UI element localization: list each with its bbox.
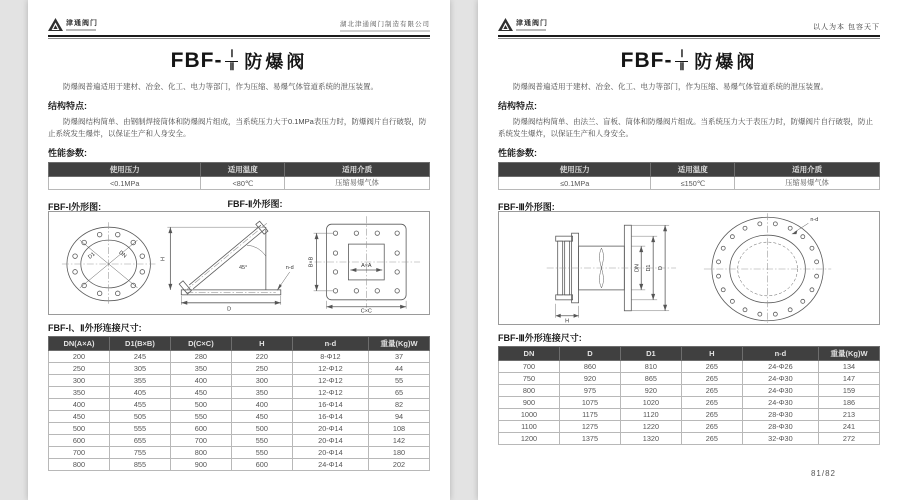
table-cell: 750 [499,373,560,385]
table-header-cell: 使用压力 [499,163,651,177]
table-cell: 450 [49,411,110,423]
svg-text:n-d: n-d [285,264,294,271]
table-cell: 265 [681,433,742,445]
table-cell: 28-Φ30 [742,421,818,433]
outline-drawing-box [48,211,430,315]
svg-text:D: D [227,306,232,313]
logo-text: 津通阀门 [516,19,548,27]
table-cell: 55 [369,375,430,387]
table-cell: 505 [109,411,170,423]
table-header-row [499,163,880,177]
table-cell: 920 [620,385,681,397]
drawing-labels [498,197,880,212]
title-denominator: Ⅱ [225,61,238,73]
flange-side-view [547,225,676,324]
page-number: 81/82 [810,469,836,478]
table-cell: 12-Φ12 [292,363,368,375]
table-cell: 600 [49,435,110,447]
table-cell: 350 [49,387,110,399]
performance-table [48,162,430,190]
table-cell: 250 [231,363,292,375]
square-flange-view [309,216,420,314]
triangle-logo-icon [498,18,513,32]
features-text: 防爆阀结构简单、由法兰、盲板、筒体和防爆阀片组成。当系统压力大于表压力时，防爆阀片自行破裂，防止系统发生爆炸，以保证生产和人身安全。 [498,117,873,138]
table-header-cell: DN(A×A) [49,337,110,351]
table-cell: 1320 [620,433,681,445]
table-cell: 550 [231,447,292,459]
table-cell: 24-Φ30 [742,385,818,397]
header-slogan [813,22,880,32]
title-fraction [225,50,238,73]
table-cell: 800 [49,459,110,471]
table-cell: 24-Φ26 [742,361,818,373]
table-header-cell: n-d [292,337,368,351]
table-cell: 265 [681,409,742,421]
svg-text:D: D [658,266,665,270]
catalog-page-right [478,0,900,500]
table-cell: 500 [170,399,231,411]
svg-text:H: H [565,318,570,324]
table-cell: 865 [620,373,681,385]
table-cell: 32-Φ30 [742,433,818,445]
table-cell: 400 [231,399,292,411]
svg-text:45°: 45° [238,264,248,271]
table-cell: 350 [231,387,292,399]
svg-text:DN: DN [117,249,128,260]
table-cell: 860 [559,361,620,373]
table-cell: 12-Φ12 [292,387,368,399]
table-cell: 1075 [559,397,620,409]
table-cell: 186 [819,397,880,409]
logo-subline [516,29,546,31]
table-header-cell: n-d [742,347,818,361]
logo-text: 津通阀门 [66,19,98,27]
page-header [48,10,430,32]
table-cell: 265 [681,385,742,397]
table-cell: 82 [369,399,430,411]
header-right-text: 以人为本 包容天下 [813,24,880,31]
table-cell: 24-Φ14 [292,459,368,471]
catalog-page-left [28,0,450,500]
title-prefix: FBF- [620,49,673,72]
features-heading: 结构特点: [498,101,537,111]
table-cell: 810 [620,361,681,373]
table-header-cell: 使用压力 [49,163,201,177]
svg-text:DN: DN [634,264,641,272]
table-cell: 700 [170,435,231,447]
table-header-row [499,347,880,361]
table-header-cell: D(C×C) [170,337,231,351]
table-row [499,397,880,409]
dimensions-heading: FBF-Ⅲ外形连接尺寸: [498,333,582,343]
table-cell: 900 [170,459,231,471]
table-cell: 213 [819,409,880,421]
company-logo [48,18,98,32]
table-cell: 1175 [559,409,620,421]
table-cell: 44 [369,363,430,375]
table-cell: 250 [49,363,110,375]
side-view-45deg [160,221,293,313]
table-cell: 压缩易爆气体 [735,177,880,190]
title-prefix: FBF- [170,49,223,72]
table-cell: 134 [819,361,880,373]
table-cell: 265 [681,421,742,433]
table-cell: 180 [369,447,430,459]
table-cell: 400 [170,375,231,387]
table-header-cell: 适用介质 [735,163,880,177]
triangle-logo-icon [48,18,63,32]
table-cell: 280 [170,351,231,363]
table-cell: 655 [109,435,170,447]
table-cell: 220 [231,351,292,363]
table-header-cell: D1 [620,347,681,361]
table-cell: 755 [109,447,170,459]
table-row [499,409,880,421]
table-cell: 405 [109,387,170,399]
logo-subline [66,29,96,31]
table-cell: 16-Φ14 [292,399,368,411]
header-right-text: 湖北津通阀门制造有限公司 [340,21,430,28]
table-header-cell: 适用介质 [285,163,430,177]
table-header-row [49,163,430,177]
table-cell: 1020 [620,397,681,409]
table-row [49,459,430,471]
table-cell: 300 [231,375,292,387]
table-row [49,375,430,387]
table-row [49,363,430,375]
table-cell: 8-Φ12 [292,351,368,363]
table-row [49,387,430,399]
dimensions-heading: FBF-Ⅰ、Ⅱ外形连接尺寸: [48,323,142,333]
features-heading: 结构特点: [48,101,87,111]
table-cell: 400 [49,399,110,411]
table-cell: 108 [369,423,430,435]
table-cell: 1220 [620,421,681,433]
table-cell: 28-Φ30 [742,409,818,421]
round-flange-view [62,222,156,306]
table-cell: 900 [499,397,560,409]
outline-drawing-box [498,211,880,325]
table-cell: 20-Φ14 [292,435,368,447]
table-cell: 450 [170,387,231,399]
table-header-row [49,337,430,351]
page-header [498,10,880,32]
table-row [499,373,880,385]
table-cell: 16-Φ14 [292,411,368,423]
table-header-cell: D [559,347,620,361]
header-rule [48,35,430,39]
title-suffix: 防爆阀 [694,52,758,72]
title-denominator: Ⅱ [675,61,688,73]
table-cell: 37 [369,351,430,363]
table-cell: 450 [231,411,292,423]
table-cell: 800 [499,385,560,397]
table-cell: 245 [109,351,170,363]
table-cell: 200 [49,351,110,363]
table-row [499,421,880,433]
performance-table [498,162,880,190]
table-row [49,399,430,411]
table-cell: 1100 [499,421,560,433]
table-row [49,435,430,447]
table-cell: 压缩易爆气体 [285,177,430,190]
table-cell: 142 [369,435,430,447]
table-header-cell: 适用温度 [201,163,285,177]
svg-text:H: H [160,257,167,262]
table-cell: 272 [819,433,880,445]
table-row [49,423,430,435]
features-text: 防爆阀结构简单、由钢制焊接筒体和防爆阀片组成，当系统压力大于0.1MPa表压力时，防爆阀片自行破裂，防止系统发生爆炸，以保证生产和人身安全。 [48,117,427,138]
table-cell: 305 [109,363,170,375]
table-cell: 700 [49,447,110,459]
drawing-label-fbf3: FBF-Ⅲ外形图: [498,202,555,212]
fbf-1-2-outline-drawing [49,212,428,314]
drawing-label-fbf1: FBF-Ⅰ外形图: [48,202,102,212]
table-cell: 1200 [499,433,560,445]
table-cell: 550 [170,411,231,423]
table-cell: <0.1MPa [49,177,201,190]
table-cell: 1275 [559,421,620,433]
intro-paragraph: 防爆阀普遍适用于建材、冶金、化工、电力等部门，作为压缩、易爆气体管道系统的泄压装置。 [513,82,828,91]
round-flange-view [704,213,831,322]
table-cell: 500 [231,423,292,435]
table-cell: 1000 [499,409,560,421]
table-header-cell: 适用温度 [651,163,735,177]
table-header-cell: 重量(Kg)W [369,337,430,351]
title-fraction [675,50,688,73]
table-cell: 202 [369,459,430,471]
svg-text:A×A: A×A [361,262,372,269]
table-cell: 159 [819,385,880,397]
intro-paragraph: 防爆阀普遍适用于建材、冶金、化工、电力等部门，作为压缩、易爆气体管道系统的泄压装置。 [63,82,378,91]
table-cell: 550 [231,435,292,447]
table-cell: 555 [109,423,170,435]
title-numerator: Ⅰ [230,48,234,60]
table-cell: 1375 [559,433,620,445]
table-cell: ≤150℃ [651,177,735,190]
table-cell: 1120 [620,409,681,421]
table-cell: 920 [559,373,620,385]
svg-text:D1: D1 [646,264,653,272]
dimensions-table [498,346,880,445]
table-cell: <80℃ [201,177,285,190]
table-cell: 24-Φ30 [742,397,818,409]
drawing-labels [48,197,430,212]
table-cell: 500 [49,423,110,435]
table-cell: 24-Φ30 [742,373,818,385]
table-cell: 855 [109,459,170,471]
header-rule [498,35,880,39]
table-cell: 600 [170,423,231,435]
performance-heading: 性能参数: [48,148,87,158]
table-row [49,177,430,190]
table-header-cell: 重量(Kg)W [819,347,880,361]
table-cell: 65 [369,387,430,399]
table-cell: 800 [170,447,231,459]
table-row [49,447,430,459]
company-logo [498,18,548,32]
header-company-name [340,19,430,32]
table-row [499,177,880,190]
table-cell: 265 [681,373,742,385]
table-cell: 355 [109,375,170,387]
table-cell: 12-Φ12 [292,375,368,387]
table-row [499,433,880,445]
table-cell: 265 [681,361,742,373]
table-cell: 975 [559,385,620,397]
fbf-3-outline-drawing [499,212,878,324]
table-cell: 350 [170,363,231,375]
table-cell: 265 [681,397,742,409]
page-title [48,45,430,77]
page-title [498,45,880,77]
table-cell: 147 [819,373,880,385]
table-cell: 300 [49,375,110,387]
drawing-label-fbf2: FBF-Ⅱ外形图: [227,199,283,209]
table-cell: 94 [369,411,430,423]
table-cell: 241 [819,421,880,433]
table-cell: 20-Φ14 [292,423,368,435]
table-cell: 20-Φ14 [292,447,368,459]
table-row [499,361,880,373]
svg-text:n-d: n-d [810,217,819,224]
table-cell: ≤0.1MPa [499,177,651,190]
svg-text:D1: D1 [87,251,97,261]
table-cell: 455 [109,399,170,411]
table-cell: 600 [231,459,292,471]
table-cell: 700 [499,361,560,373]
header-right-subline [340,30,430,32]
table-row [49,411,430,423]
dimensions-table [48,336,430,471]
table-header-cell: D1(B×B) [109,337,170,351]
table-header-cell: H [681,347,742,361]
svg-text:B×B: B×B [308,256,315,268]
table-header-cell: H [231,337,292,351]
title-suffix: 防爆阀 [244,52,308,72]
title-numerator: Ⅰ [680,48,684,60]
svg-text:C×C: C×C [360,308,372,314]
performance-heading: 性能参数: [498,148,537,158]
table-header-cell: DN [499,347,560,361]
table-row [499,385,880,397]
table-row [49,351,430,363]
